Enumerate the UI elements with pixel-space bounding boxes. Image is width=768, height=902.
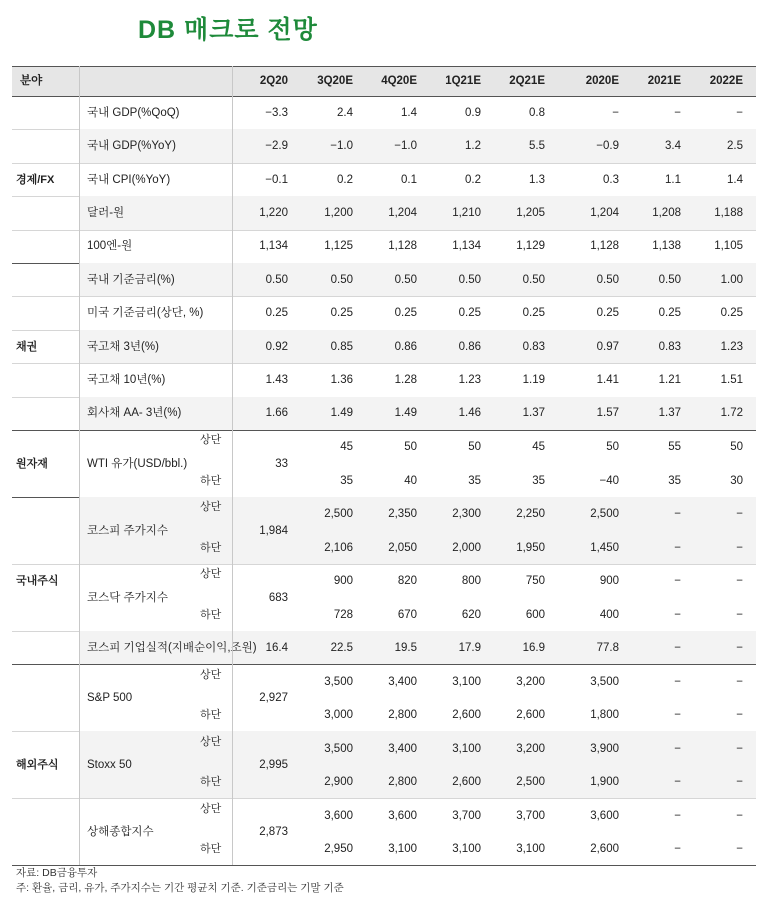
data-cell: 1,200 xyxy=(324,206,353,219)
row-divider xyxy=(12,430,756,431)
upper-cell: 50 xyxy=(606,441,619,454)
lower-cell: 30 xyxy=(730,474,743,487)
lower-cell: 2,050 xyxy=(388,541,417,554)
lower-label: 하단 xyxy=(200,843,222,856)
data-cell: − xyxy=(736,106,743,119)
upper-label: 상단 xyxy=(200,735,222,748)
upper-label: 상단 xyxy=(200,501,222,514)
data-cell: 1.4 xyxy=(727,173,743,186)
data-cell: 0.3 xyxy=(603,173,619,186)
data-cell: 0.25 xyxy=(330,307,353,320)
actual-cell: 2,873 xyxy=(259,825,288,838)
row-divider xyxy=(12,798,756,799)
data-cell: 1.23 xyxy=(458,373,481,386)
data-cell: 22.5 xyxy=(330,641,353,654)
upper-label: 상단 xyxy=(200,434,222,447)
lower-cell: 2,600 xyxy=(452,776,481,789)
data-cell: −0.9 xyxy=(596,140,619,153)
lower-cell: 620 xyxy=(461,608,481,621)
data-cell: 0.85 xyxy=(330,340,353,353)
macro-forecast-table xyxy=(12,66,756,865)
lower-cell: − xyxy=(736,541,743,554)
data-cell: 0.50 xyxy=(458,273,481,286)
lower-cell: − xyxy=(674,776,681,789)
upper-cell: 3,700 xyxy=(452,809,481,822)
data-cell: 1,188 xyxy=(714,206,743,219)
data-cell: 0.25 xyxy=(720,307,743,320)
row-divider xyxy=(12,564,756,565)
data-cell: 3.4 xyxy=(665,140,681,153)
header-column: 3Q20E xyxy=(317,75,353,87)
lower-label: 하단 xyxy=(200,709,222,722)
data-cell: 1,210 xyxy=(452,206,481,219)
sector-label: 해외주식 xyxy=(16,758,59,771)
data-cell: 17.9 xyxy=(458,641,481,654)
row-divider xyxy=(12,230,756,231)
lower-cell: − xyxy=(736,843,743,856)
data-cell: 1,128 xyxy=(388,240,417,253)
upper-cell: 50 xyxy=(468,441,481,454)
upper-cell: 3,600 xyxy=(324,809,353,822)
row-label: 100엔-원 xyxy=(87,240,133,253)
data-cell: 1,128 xyxy=(590,240,619,253)
source-note: 자료: DB금융투자 xyxy=(16,867,98,879)
data-cell: 1.72 xyxy=(720,407,743,420)
data-cell: 1,220 xyxy=(259,206,288,219)
data-cell: 1.1 xyxy=(665,173,681,186)
upper-cell: 3,200 xyxy=(516,675,545,688)
upper-cell: − xyxy=(736,809,743,822)
data-cell: 1.21 xyxy=(658,373,681,386)
data-cell: 1.19 xyxy=(522,373,545,386)
upper-cell: − xyxy=(674,675,681,688)
data-cell: 2.4 xyxy=(337,106,353,119)
upper-cell: − xyxy=(736,742,743,755)
row-label: 코스닥 주가지수 xyxy=(87,591,168,604)
row-label: 코스피 주가지수 xyxy=(87,524,168,537)
lower-cell: 1,950 xyxy=(516,541,545,554)
lower-cell: 2,600 xyxy=(452,709,481,722)
data-cell: 0.83 xyxy=(658,340,681,353)
lower-cell: 3,100 xyxy=(516,843,545,856)
lower-cell: 2,900 xyxy=(324,776,353,789)
upper-cell: 3,600 xyxy=(590,809,619,822)
upper-cell: 900 xyxy=(333,575,353,588)
actual-cell: 683 xyxy=(268,591,288,604)
data-cell: 1.49 xyxy=(330,407,353,420)
data-cell: 0.25 xyxy=(522,307,545,320)
data-cell: 16.4 xyxy=(265,641,288,654)
lower-cell: 3,100 xyxy=(452,843,481,856)
upper-label: 상단 xyxy=(200,568,222,581)
data-cell: 0.25 xyxy=(596,307,619,320)
lower-cell: 2,950 xyxy=(324,843,353,856)
upper-cell: 2,350 xyxy=(388,508,417,521)
data-cell: 1,105 xyxy=(714,240,743,253)
data-cell: 0.8 xyxy=(529,106,545,119)
data-cell: 1,205 xyxy=(516,206,545,219)
lower-cell: − xyxy=(674,843,681,856)
lower-cell: 35 xyxy=(340,474,353,487)
upper-cell: − xyxy=(674,742,681,755)
data-cell: 0.92 xyxy=(265,340,288,353)
upper-cell: 3,100 xyxy=(452,675,481,688)
actual-cell: 1,984 xyxy=(259,524,288,537)
row-label: 달러-원 xyxy=(87,206,125,219)
lower-label: 하단 xyxy=(200,541,222,554)
page-title: DB 매크로 전망 xyxy=(138,16,318,44)
upper-cell: 750 xyxy=(525,575,545,588)
data-cell: 0.86 xyxy=(458,340,481,353)
data-cell: − xyxy=(612,106,619,119)
lower-cell: 600 xyxy=(525,608,545,621)
upper-cell: − xyxy=(674,575,681,588)
data-cell: 0.2 xyxy=(465,173,481,186)
upper-cell: 800 xyxy=(461,575,481,588)
row-label: 국내 CPI(%YoY) xyxy=(87,173,171,186)
upper-cell: 45 xyxy=(532,441,545,454)
data-cell: −0.1 xyxy=(265,173,288,186)
data-cell: 1,134 xyxy=(452,240,481,253)
data-cell: 0.25 xyxy=(265,307,288,320)
row-divider xyxy=(12,296,756,297)
header-sector: 분야 xyxy=(20,75,43,87)
lower-label: 하단 xyxy=(200,608,222,621)
row-label: 국내 GDP(%QoQ) xyxy=(87,106,180,119)
upper-cell: 50 xyxy=(404,441,417,454)
data-cell: 1.57 xyxy=(596,407,619,420)
lower-cell: 3,000 xyxy=(324,709,353,722)
lower-cell: 2,600 xyxy=(516,709,545,722)
upper-cell: 3,600 xyxy=(388,809,417,822)
row-divider xyxy=(12,66,756,67)
lower-cell: 728 xyxy=(333,608,353,621)
data-cell: 0.50 xyxy=(596,273,619,286)
data-cell: 1.23 xyxy=(720,340,743,353)
data-cell: 1.28 xyxy=(394,373,417,386)
upper-cell: 55 xyxy=(668,441,681,454)
data-cell: 0.25 xyxy=(394,307,417,320)
row-label: 상해종합지수 xyxy=(87,825,154,838)
column-divider xyxy=(79,66,80,865)
data-cell: −2.9 xyxy=(265,140,288,153)
lower-cell: − xyxy=(674,541,681,554)
upper-cell: 2,500 xyxy=(324,508,353,521)
data-cell: − xyxy=(674,641,681,654)
data-cell: 1,204 xyxy=(388,206,417,219)
data-cell: 1,125 xyxy=(324,240,353,253)
lower-cell: 2,000 xyxy=(452,541,481,554)
header-column: 4Q20E xyxy=(381,75,417,87)
data-cell: 1.46 xyxy=(458,407,481,420)
data-cell: 1.37 xyxy=(522,407,545,420)
sector-label: 경제/FX xyxy=(16,173,55,186)
lower-cell: 2,600 xyxy=(590,843,619,856)
row-label: WTI 유가(USD/bbl.) xyxy=(87,457,188,470)
upper-cell: 900 xyxy=(599,575,619,588)
upper-cell: 2,300 xyxy=(452,508,481,521)
actual-cell: 2,995 xyxy=(259,758,288,771)
lower-cell: 3,100 xyxy=(388,843,417,856)
data-cell: 1.51 xyxy=(720,373,743,386)
data-cell: 1.36 xyxy=(330,373,353,386)
upper-cell: 3,400 xyxy=(388,742,417,755)
lower-cell: 400 xyxy=(599,608,619,621)
data-cell: 1.43 xyxy=(265,373,288,386)
row-label: S&P 500 xyxy=(87,691,133,704)
data-cell: 0.9 xyxy=(465,106,481,119)
upper-cell: 45 xyxy=(340,441,353,454)
lower-cell: 40 xyxy=(404,474,417,487)
data-cell: 0.50 xyxy=(522,273,545,286)
lower-label: 하단 xyxy=(200,776,222,789)
lower-cell: 35 xyxy=(532,474,545,487)
data-cell: 0.50 xyxy=(394,273,417,286)
header-column: 2020E xyxy=(585,75,619,87)
upper-cell: 3,700 xyxy=(516,809,545,822)
data-cell: 0.25 xyxy=(458,307,481,320)
upper-cell: 3,200 xyxy=(516,742,545,755)
data-cell: −3.3 xyxy=(265,106,288,119)
row-label: 국고채 10년(%) xyxy=(87,373,166,386)
data-cell: − xyxy=(736,641,743,654)
column-divider xyxy=(232,66,233,865)
row-label: 국내 기준금리(%) xyxy=(87,273,175,286)
lower-cell: 1,450 xyxy=(590,541,619,554)
data-cell: 0.83 xyxy=(522,340,545,353)
lower-label: 하단 xyxy=(200,474,222,487)
row-divider xyxy=(12,664,756,665)
row-divider xyxy=(12,163,756,164)
upper-cell: 50 xyxy=(730,441,743,454)
data-cell: 1.37 xyxy=(658,407,681,420)
data-cell: 1,129 xyxy=(516,240,545,253)
data-cell: 0.50 xyxy=(265,273,288,286)
data-cell: −1.0 xyxy=(394,140,417,153)
upper-cell: − xyxy=(674,508,681,521)
data-cell: 16.9 xyxy=(522,641,545,654)
row-label: 미국 기준금리(상단, %) xyxy=(87,307,204,320)
row-label: 국내 GDP(%YoY) xyxy=(87,140,176,153)
header-column: 1Q21E xyxy=(445,75,481,87)
data-cell: 1.3 xyxy=(529,173,545,186)
lower-cell: −40 xyxy=(599,474,619,487)
sector-label: 국내주식 xyxy=(16,574,59,587)
lower-cell: − xyxy=(674,608,681,621)
upper-label: 상단 xyxy=(200,668,222,681)
sector-label: 채권 xyxy=(16,340,38,353)
lower-cell: 2,800 xyxy=(388,776,417,789)
lower-cell: 2,800 xyxy=(388,709,417,722)
upper-cell: − xyxy=(736,508,743,521)
row-label: 회사채 AA- 3년(%) xyxy=(87,407,182,420)
header-column: 2Q20 xyxy=(259,75,288,87)
upper-cell: 3,400 xyxy=(388,675,417,688)
data-cell: −1.0 xyxy=(330,140,353,153)
data-cell: 2.5 xyxy=(727,140,743,153)
data-cell: 0.2 xyxy=(337,173,353,186)
row-divider xyxy=(12,96,756,97)
data-cell: 0.1 xyxy=(401,173,417,186)
row-label: Stoxx 50 xyxy=(87,758,132,771)
lower-cell: 2,106 xyxy=(324,541,353,554)
data-cell: − xyxy=(674,106,681,119)
data-cell: 1,208 xyxy=(652,206,681,219)
upper-cell: 3,500 xyxy=(590,675,619,688)
lower-cell: − xyxy=(736,776,743,789)
row-label: 코스피 기업실적(지배순이익,조원) xyxy=(87,641,257,654)
data-cell: 1.66 xyxy=(265,407,288,420)
data-cell: 77.8 xyxy=(596,641,619,654)
upper-label: 상단 xyxy=(200,802,222,815)
data-cell: 19.5 xyxy=(394,641,417,654)
lower-cell: 35 xyxy=(468,474,481,487)
upper-cell: 2,250 xyxy=(516,508,545,521)
upper-cell: 2,500 xyxy=(590,508,619,521)
header-column: 2022E xyxy=(709,75,743,87)
lower-cell: − xyxy=(736,709,743,722)
header-column: 2Q21E xyxy=(509,75,545,87)
lower-cell: 1,800 xyxy=(590,709,619,722)
lower-cell: 670 xyxy=(397,608,417,621)
upper-cell: − xyxy=(736,575,743,588)
upper-cell: − xyxy=(736,675,743,688)
header-column: 2021E xyxy=(647,75,681,87)
data-cell: 1.49 xyxy=(394,407,417,420)
data-cell: 1.41 xyxy=(596,373,619,386)
upper-cell: 3,100 xyxy=(452,742,481,755)
data-cell: 5.5 xyxy=(529,140,545,153)
data-cell: 0.50 xyxy=(658,273,681,286)
actual-cell: 33 xyxy=(275,457,288,470)
upper-cell: 3,900 xyxy=(590,742,619,755)
lower-cell: 2,500 xyxy=(516,776,545,789)
data-cell: 0.25 xyxy=(658,307,681,320)
footnote: 주: 환율, 금리, 유가, 주가지수는 기간 평균치 기준. 기준금리는 기말 기준 xyxy=(16,882,344,894)
lower-cell: 1,900 xyxy=(590,776,619,789)
sector-label: 원자재 xyxy=(16,457,48,470)
data-cell: 0.97 xyxy=(596,340,619,353)
data-cell: 1.2 xyxy=(465,140,481,153)
row-divider xyxy=(12,363,756,364)
row-label: 국고채 3년(%) xyxy=(87,340,159,353)
data-cell: 0.50 xyxy=(330,273,353,286)
data-cell: 0.86 xyxy=(394,340,417,353)
upper-cell: 3,500 xyxy=(324,675,353,688)
data-cell: 1.4 xyxy=(401,106,417,119)
data-cell: 1.00 xyxy=(720,273,743,286)
lower-cell: − xyxy=(674,709,681,722)
upper-cell: − xyxy=(674,809,681,822)
lower-cell: − xyxy=(736,608,743,621)
upper-cell: 3,500 xyxy=(324,742,353,755)
lower-cell: 35 xyxy=(668,474,681,487)
data-cell: 1,204 xyxy=(590,206,619,219)
data-cell: 1,134 xyxy=(259,240,288,253)
data-cell: 1,138 xyxy=(652,240,681,253)
actual-cell: 2,927 xyxy=(259,691,288,704)
upper-cell: 820 xyxy=(397,575,417,588)
footnotes xyxy=(16,866,344,896)
